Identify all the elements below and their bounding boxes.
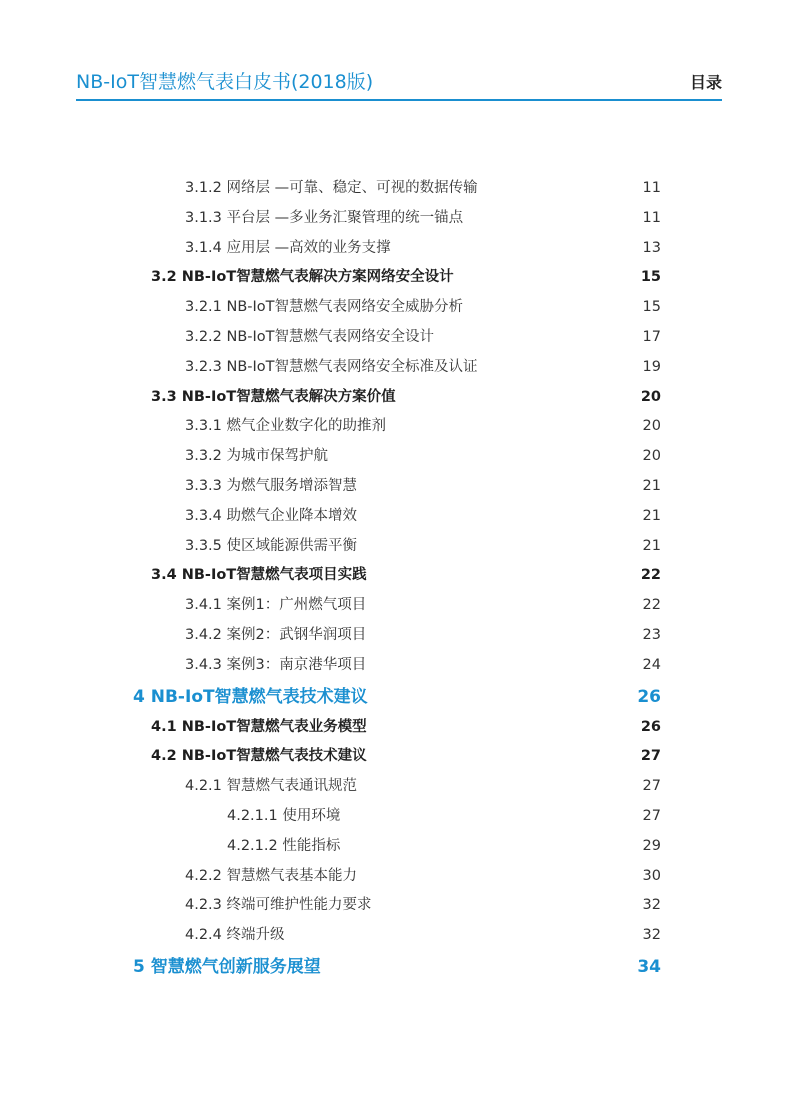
toc-entry-title: 3.4.3 案例3：南京港华项目 xyxy=(185,656,367,673)
toc-entry-page: 20 xyxy=(640,388,661,405)
toc-entry-page: 29 xyxy=(642,837,661,854)
toc-entry[interactable] xyxy=(0,532,805,562)
toc-entry-title: 3.4.2 案例2：武钢华润项目 xyxy=(185,626,367,643)
toc-entry-page: 17 xyxy=(642,328,661,345)
toc-entry-page: 11 xyxy=(642,180,661,196)
toc-entry-title: 3.4.1 案例1：广州燃气项目 xyxy=(185,597,367,614)
toc-entry-title: 3.2.3 NB-IoT智慧燃气表网络安全标准及认证 xyxy=(185,358,478,375)
toc-entry-title: 4.2.2 智慧燃气表基本能力 xyxy=(185,867,358,884)
toc-entry[interactable] xyxy=(0,742,805,772)
toc-entry[interactable] xyxy=(0,502,805,532)
toc-entry-title: 3.2.2 NB-IoT智慧燃气表网络安全设计 xyxy=(185,328,435,345)
toc-entry[interactable] xyxy=(0,621,805,651)
toc-entry-page: 27 xyxy=(642,778,661,795)
toc-entry-title: 3.2.1 NB-IoT智慧燃气表网络安全威胁分析 xyxy=(185,299,464,316)
toc-entry-page: 32 xyxy=(642,927,661,944)
toc-entry-page: 15 xyxy=(642,299,661,316)
toc-entry[interactable] xyxy=(0,442,805,472)
toc-entry-title: 3.1.3 平台层 —多业务汇聚管理的统一锚点 xyxy=(185,209,464,226)
toc-entry[interactable] xyxy=(0,802,805,832)
toc-entry[interactable] xyxy=(0,293,805,323)
toc-entry-title: 3.3 NB-IoT智慧燃气表解决方案价值 xyxy=(151,388,396,405)
toc-entry-title: 4.2.1.2 性能指标 xyxy=(227,837,341,854)
toc-entry[interactable] xyxy=(0,472,805,502)
toc-entry[interactable] xyxy=(0,204,805,234)
toc-entry[interactable] xyxy=(0,891,805,921)
toc-entry[interactable] xyxy=(0,561,805,591)
toc-entry[interactable] xyxy=(0,323,805,353)
toc-entry[interactable] xyxy=(0,681,805,713)
table-of-contents xyxy=(0,174,805,983)
toc-entry-page: 30 xyxy=(642,867,661,884)
toc-entry-title: 4.2 NB-IoT智慧燃气表技术建议 xyxy=(151,748,367,765)
toc-entry-page: 32 xyxy=(642,897,661,914)
toc-entry-page: 20 xyxy=(642,418,661,435)
toc-entry-page: 21 xyxy=(642,537,661,554)
toc-entry-page: 11 xyxy=(642,209,661,226)
toc-entry-page: 19 xyxy=(642,358,661,375)
toc-entry[interactable] xyxy=(0,651,805,681)
toc-entry-page: 34 xyxy=(637,956,661,977)
toc-entry-page: 15 xyxy=(640,269,661,286)
document-title: NB-IoT智慧燃气表白皮书(2018版) xyxy=(76,71,374,93)
section-label: 目录 xyxy=(689,73,722,92)
toc-entry-page: 20 xyxy=(642,448,661,465)
toc-entry-page: 23 xyxy=(642,626,661,643)
toc-entry[interactable] xyxy=(0,713,805,743)
toc-entry-title: 3.3.2 为城市保驾护航 xyxy=(185,448,329,465)
toc-entry-page: 22 xyxy=(640,567,661,584)
toc-entry-title: 4.1 NB-IoT智慧燃气表业务模型 xyxy=(151,718,367,735)
toc-entry-page: 22 xyxy=(642,597,661,614)
toc-entry-page: 26 xyxy=(637,686,661,707)
toc-entry-title: 3.3.5 使区域能源供需平衡 xyxy=(185,537,358,554)
toc-entry-title: 3.4 NB-IoT智慧燃气表项目实践 xyxy=(151,567,367,584)
toc-entry-title: 3.3.4 助燃气企业降本增效 xyxy=(185,507,358,524)
toc-entry-page: 24 xyxy=(642,656,661,673)
toc-entry-page: 27 xyxy=(640,748,661,765)
toc-entry-page: 27 xyxy=(642,807,661,824)
toc-entry[interactable] xyxy=(0,412,805,442)
toc-entry-title: 3.3.3 为燃气服务增添智慧 xyxy=(185,477,358,494)
toc-entry[interactable] xyxy=(0,234,805,264)
toc-entry-title: 3.1.2 网络层 —可靠、稳定、可视的数据传输 xyxy=(185,180,478,196)
toc-entry[interactable] xyxy=(0,772,805,802)
toc-entry-title: 4.2.4 终端升级 xyxy=(185,927,285,944)
toc-entry[interactable] xyxy=(0,862,805,892)
toc-entry[interactable] xyxy=(0,921,805,951)
toc-entry-title: 5 智慧燃气创新服务展望 xyxy=(133,956,321,977)
toc-entry-title: 3.3.1 燃气企业数字化的助推剂 xyxy=(185,418,387,435)
toc-entry[interactable] xyxy=(0,353,805,383)
toc-entry-title: 3.1.4 应用层 —高效的业务支撑 xyxy=(185,239,391,256)
toc-entry[interactable] xyxy=(0,951,805,983)
toc-entry[interactable] xyxy=(0,174,805,204)
page-header xyxy=(76,68,722,98)
toc-entry-title: 4.2.1.1 使用环境 xyxy=(227,807,341,824)
toc-entry-title: 3.2 NB-IoT智慧燃气表解决方案网络安全设计 xyxy=(151,269,454,286)
toc-entry-page: 21 xyxy=(642,507,661,524)
toc-entry-page: 26 xyxy=(640,718,661,735)
toc-entry[interactable] xyxy=(0,591,805,621)
header-divider xyxy=(76,99,722,101)
toc-entry-page: 21 xyxy=(642,477,661,494)
toc-entry[interactable] xyxy=(0,832,805,862)
toc-entry[interactable] xyxy=(0,263,805,293)
toc-entry-page: 13 xyxy=(642,239,661,256)
toc-entry[interactable] xyxy=(0,383,805,413)
toc-entry-title: 4.2.3 终端可维护性能力要求 xyxy=(185,897,372,914)
toc-entry-title: 4.2.1 智慧燃气表通讯规范 xyxy=(185,778,358,795)
toc-entry-title: 4 NB-IoT智慧燃气表技术建议 xyxy=(133,686,368,707)
